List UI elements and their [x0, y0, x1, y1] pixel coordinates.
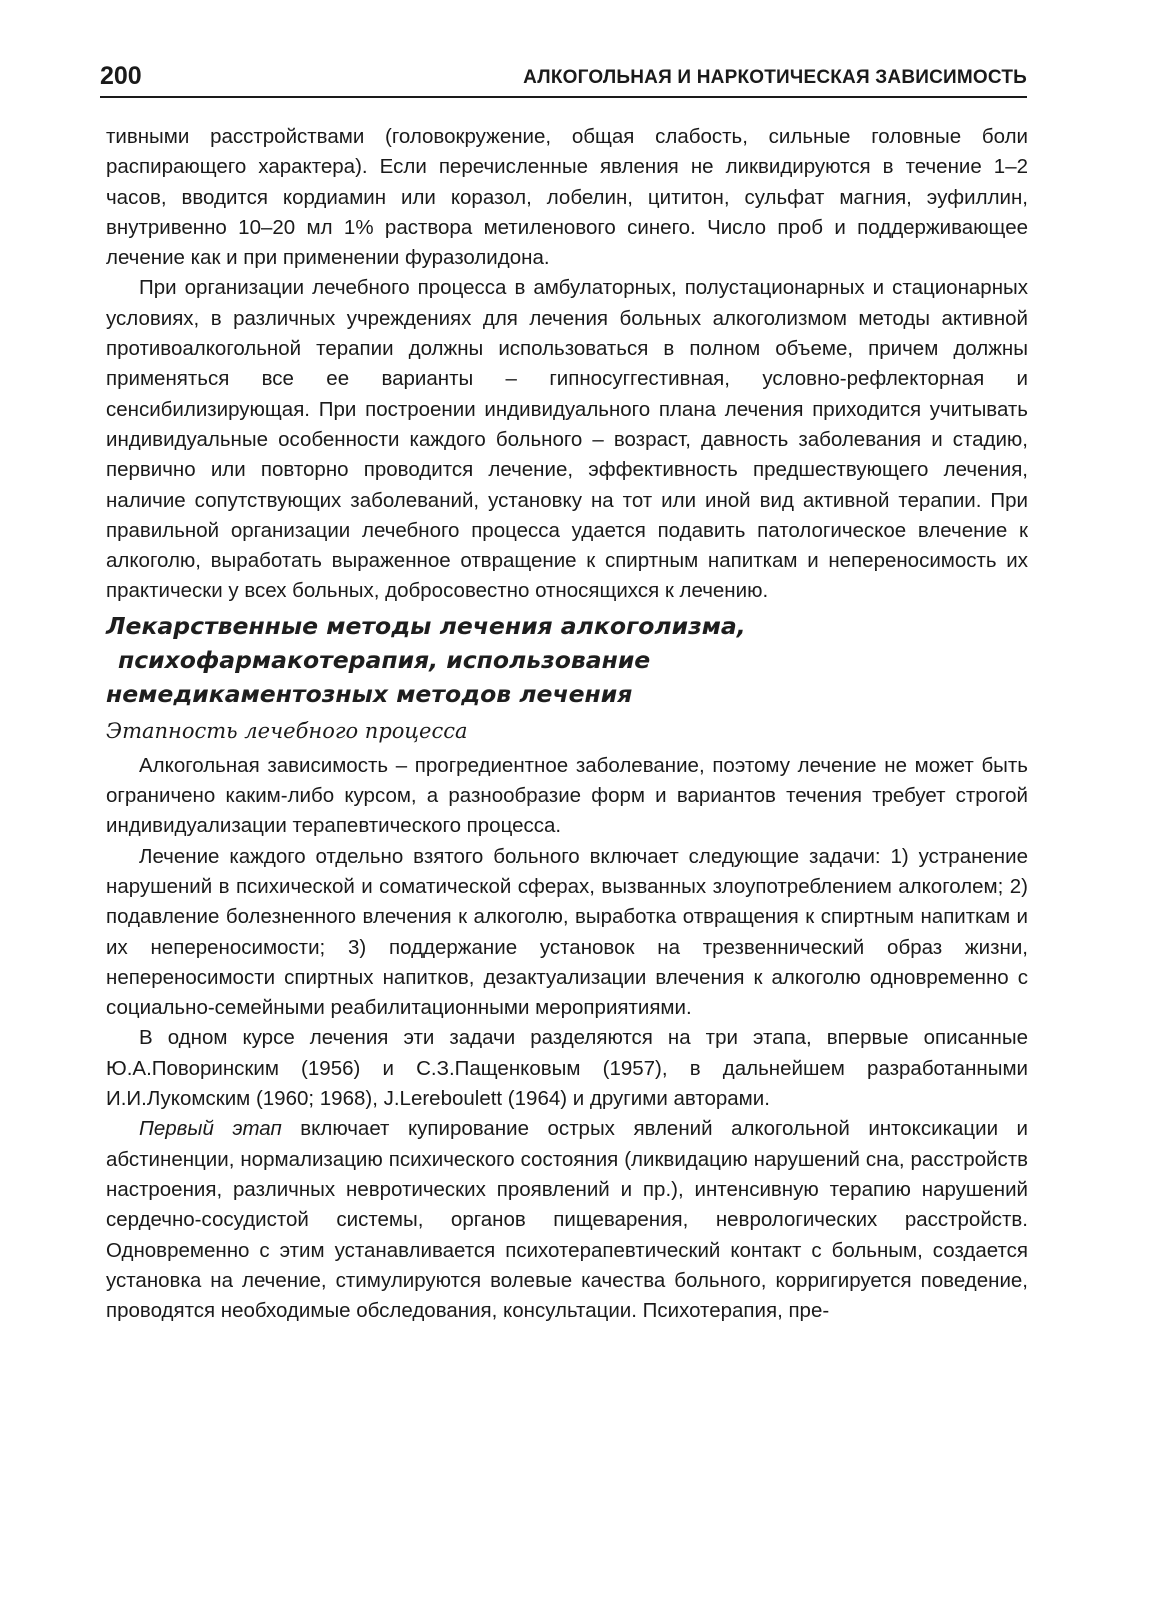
page-number: 200: [100, 62, 142, 90]
paragraph-continuation: тивными расстройствами (головокружение, общая слабость, сильные головные боли распирающего характера). Если перечисленные явления не ликвидируются в течение 1–2 часов, вводится кордиамин или коразол, лобелин, цититон, сульфат магния, эуфиллин, внутривенно 10–20 мл 1% раствора метиленового синего. Число проб и поддерживающее лечение как и при применении фуразолидона.: [106, 125, 1028, 270]
body-text: [106, 122, 1028, 1326]
paragraph: При организации лечебного процесса в амбулаторных, полустационарных и стационарных условиях, в различных учреждениях для лечения больных алкоголизмом методы активной противоалкогольной терапии должны использоваться в полном объеме, причем должны применяться все ее варианты – гипносуггестивная, условно-рефлекторная и сенсибилизирующая. При построении индивидуального плана лечения приходится учитывать индивидуальные особенности каждого больного – возраст, давность заболевания и стадию, первично или повторно проводится лечение, эффективность предшествующего лечения, наличие сопутствующих заболеваний, установку на тот или иной вид активной терапии. При правильной организации лечебного процесса удается подавить патологическое влечение к алкоголю, выработать выраженное отвращение к спиртным напиткам и непереносимость их практически у всех больных, добросовестно относящихся к лечению.: [106, 276, 1028, 603]
italic-lead: Первый этап: [139, 1117, 282, 1141]
paragraph: Лечение каждого отдельно взятого больного включает следующие задачи: 1) устранение нарушений в психической и соматической сферах, вызванных злоупотреблением алкоголем; 2) подавление болезненного влечения к алкоголю, выработка отвращения к спиртным напиткам и их непереносимости; 3) поддержание установок на трезвеннический образ жизни, непереносимости спиртных напитков, дезактуализации влечения к алкоголю одновременно с социально-семейными реабилитационными мероприятиями.: [106, 844, 1028, 1020]
section-heading-line: Лекарственные методы лечения алкоголизма,: [106, 611, 746, 640]
section-heading-line: психофармакотерапия, использование: [118, 645, 651, 674]
paragraph: В одном курсе лечения эти задачи разделяются на три этапа, впервые описанные Ю.А.Поворинским (1956) и С.З.Пащенковым (1957), в дальнейшем разработанными И.И.Лукомским (1960; 1968), J.Lereboulett (1964) и другими авторами.: [106, 1026, 1028, 1111]
section-heading: [106, 609, 1028, 711]
subsection-heading: Этапность лечебного процесса: [106, 718, 468, 743]
running-title: АЛКОГОЛЬНАЯ И НАРКОТИЧЕСКАЯ ЗАВИСИМОСТЬ: [523, 67, 1027, 88]
paragraph-text: включает купирование острых явлений алкогольной интоксикации и абстиненции, нормализацию психического состояния (ликвидацию нарушений сна, расстройств настроения, различных невротических проявлений и пр.), интенсивную терапию нарушений сердечно-сосудистой системы, органов пищеварения, неврологических расстройств. Одновременно с этим устанавливается психотерапевтический контакт с больным, создается установка на лечение, стимулируются волевые качества больного, корригируется поведение, проводятся необходимые обследования, консультации. Психотерапия, пре-: [106, 1117, 1029, 1323]
section-heading-line: немедикаментозных методов лечения: [106, 679, 633, 708]
paragraph: Алкогольная зависимость – прогредиентное заболевание, поэтому лечение не может быть ограничено каким-либо курсом, а разнообразие форм и вариантов течения требует строгой индивидуализации терапевтического процесса.: [106, 753, 1028, 838]
running-header: [100, 52, 1027, 98]
paragraph-first-stage: [106, 1114, 1028, 1326]
